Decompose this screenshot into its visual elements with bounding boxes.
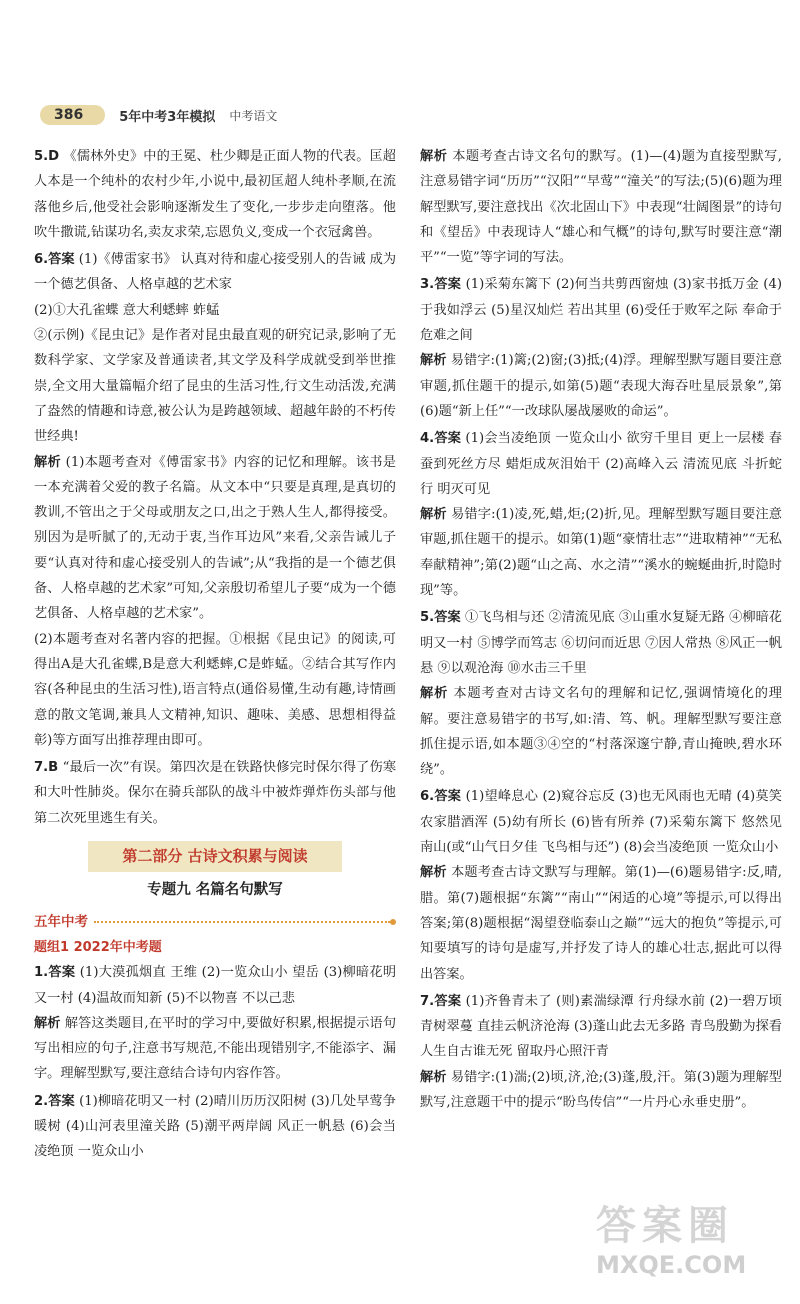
answer-g7: 7.答案 (1)齐鲁青未了 (则)素湍绿潭 行舟绿水前 (2)一碧万顷 青树翠蔓 直挂云帆济沧海 (3)蓬山此去无多路 青鸟殷勤为探看 人生自古谁无死 留取丹心照汗青 (420, 993, 782, 1060)
answer-q5: 5.D 《儒林外史》中的王冕、杜少卿是正面人物的代表。匡超人本是一个纯朴的农村少年,小说中,最初匡超人纯朴孝顺,在流落他乡后,他受社会影响逐渐发生了变化,一步步走向堕落。他吹牛撒谎,钻谋功名,卖友求荣,忘恩负义,变成一个衣冠禽兽。 (34, 149, 396, 240)
analysis-g7: 解析 易错字:(1)湍;(2)顷,济,沧;(3)蓬,殷,汗。第(3)题为理解型默写,注意题干中的提示“盼鸟传信”“一片丹心永垂史册”。 (420, 1069, 782, 1110)
analysis-g4: 解析 易错字:(1)凌,死,蜡,炬;(2)折,见。理解型默写题目要注意审题,抓住题干的提示。如第(1)题“豪情壮志”“进取精神”“无私奉献精神”;第(2)题“山之高、水之清”“溪水的蜿蜒曲折,时隐时现”等。 (420, 507, 782, 599)
page-header (40, 100, 277, 130)
analysis-g5: 解析 本题考查对古诗文名句的理解和记忆,强调情境化的理解。要注意易错字的书写,如:清、笃、帆。理解型默写要注意抓住提示语,如本题③④空的“村落深邃宁静,青山掩映,碧水环绕”。 (420, 686, 782, 778)
answer-q6-part2: (2)①大孔雀蝶 意大利蟋蟀 蚱蜢 (34, 302, 220, 318)
answer-q6: 6.答案 (1)《傅雷家书》 认真对待和虚心接受别人的告诫 成为一个德艺俱备、人格卓越的艺术家 (34, 252, 397, 293)
section-title: 第二部分 古诗文积累与阅读 (34, 841, 396, 872)
watermark-cn: 答案圈 (596, 1203, 734, 1249)
page-number: 386 (40, 105, 105, 125)
analysis-g6: 解析 本题考查古诗文默写与理解。第(1)—(6)题易错字:反,晴,腊。第(7)题根据“东篱”“南山”“闲适的心境”等提示,可以得出答案;第(8)题根据“渴望登临泰山之巅”“远大的抱负”等提示,可知要填写的诗句是虚写,并抒发了诗人的雄心壮志,据此可以得出答案。 (420, 865, 783, 982)
answer-q7: 7.B “最后一次”有误。第四次是在铁路快修完时保尔得了伤寒和大叶性肺炎。保尔在骑兵部队的战斗中被炸弹炸伤头部与他第二次死里逃生有关。 (34, 760, 397, 826)
five-year-divider: 五年中考 (34, 910, 396, 935)
answer-g6: 6.答案 (1)望峰息心 (2)窥谷忘反 (3)也无风雨也无晴 (4)莫笑农家腊酒浑 (5)幼有所长 (6)皆有所养 (7)采菊东篱下 悠然见南山(或“山气日夕佳 飞鸟相与还”) (8)会当凌绝顶 一览众山小 (420, 789, 782, 856)
analysis-q6-part2: (2)本题考查对名著内容的把握。①根据《昆虫记》的阅读,可得出A是大孔雀蝶,B是意大利蟋蟀,C是蚱蜢。②结合其写作内容(各种昆虫的生活习性),语言特点(通俗易懂,生动有趣,诗情画意的散文笔调,兼具人文精神,知识、趣味、美感、思想相得益彰)等方面写出推荐理由即可。 (34, 631, 396, 748)
group-title: 题组1 2022年中考题 (34, 939, 162, 955)
right-column (420, 144, 782, 1117)
topic-title: 专题九 名篇名句默写 (147, 882, 283, 899)
answer-g2: 2.答案 (1)柳暗花明又一村 (2)晴川历历汉阳树 (3)几处早莺争暖树 (4)山河表里潼关路 (5)潮平两岸阔 风正一帆悬 (6)会当凌绝顶 一览众山小 (34, 1093, 396, 1160)
answer-g3: 3.答案 (1)采菊东篱下 (2)何当共剪西窗烛 (3)家书抵万金 (4)于我如浮云 (5)星汉灿烂 若出其里 (6)受任于败军之际 奉命于危难之间 (420, 277, 782, 344)
divider-line (94, 921, 390, 923)
site-watermark (596, 1194, 786, 1294)
watermark-en: MXQE.COM (596, 1251, 747, 1279)
analysis-g2: 解析 本题考查古诗文名句的默写。(1)—(4)题为直接型默写,注意易错字词“历历”“汉阳”“早莺”“潼关”的写法;(5)(6)题为理解型默写,要注意找出《次北固山下》中表现“壮阔图景”的诗句和《望岳》中表现诗人“雄心和气概”的诗句,默写时要注意“潮平”“一览”等字词的写法。 (420, 149, 782, 266)
divider-dot (390, 919, 396, 925)
analysis-g1: 解析 解答这类题目,在平时的学习中,要做好积累,根据提示语句写出相应的句子,注意书写规范,不能出现错别字,不能添字、漏字。理解型默写,要注意结合诗句内容作答。 (34, 1015, 397, 1082)
analysis-q6: 解析 (1)本题考查对《傅雷家书》内容的记忆和理解。该书是一本充满着父爱的教子名篇。从文本中“只要是真理,是真切的教训,不管出之于父母或朋友之口,出之于熟人生人,都得接受。别因为是听腻了的,无动于衷,当作耳边风”来看,父亲告诫儿子要“认真对待和虚心接受别人的告诫”;从“我指的是一个德艺俱备、人格卓越的艺术家”可知,父亲殷切希望儿子要“成为一个德艺俱备、人格卓越的艺术家”。 (34, 454, 396, 622)
left-column (34, 144, 396, 1165)
book-title: 5年中考3年模拟 (119, 109, 216, 125)
analysis-g3: 解析 易错字:(1)篱;(2)窗;(3)抵;(4)浮。理解型默写题目要注意审题,抓住题干的提示,如第(5)题“表现大海吞吐星辰景象”,第(6)题“新上任”“一改球队屡战屡败的命运”。 (420, 353, 783, 419)
answer-g5: 5.答案 ①飞鸟相与还 ②清流见底 ③山重水复疑无路 ④柳暗花明又一村 ⑤博学而笃志 ⑥切问而近思 ⑦因人常热 ⑧风正一帆悬 ⑨以观沧海 ⑩水击三千里 (420, 610, 782, 676)
answer-q6-part3: ②(示例)《昆虫记》是作者对昆虫最直观的研究记录,影响了无数科学家、文学家及普通读者,其文学及科学成就受到举世推崇,全文用大量篇幅介绍了昆虫的生活习性,行文生动活泼,充满了盎然的情趣和诗意,被公认为是跨越领域、超越年龄的不朽传世经典! (34, 328, 396, 445)
subject-title: 中考语文 (229, 108, 278, 123)
answer-g1: 1.答案 (1)大漠孤烟直 王维 (2)一览众山小 望岳 (3)柳暗花明又一村 (4)温故而知新 (5)不以物喜 不以己悲 (34, 965, 397, 1006)
answer-g4: 4.答案 (1)会当凌绝顶 一览众山小 欲穷千里目 更上一层楼 春蚕到死丝方尽 蜡炬成灰泪始干 (2)高峰入云 清流见底 斗折蛇行 明灭可见 (420, 431, 782, 497)
